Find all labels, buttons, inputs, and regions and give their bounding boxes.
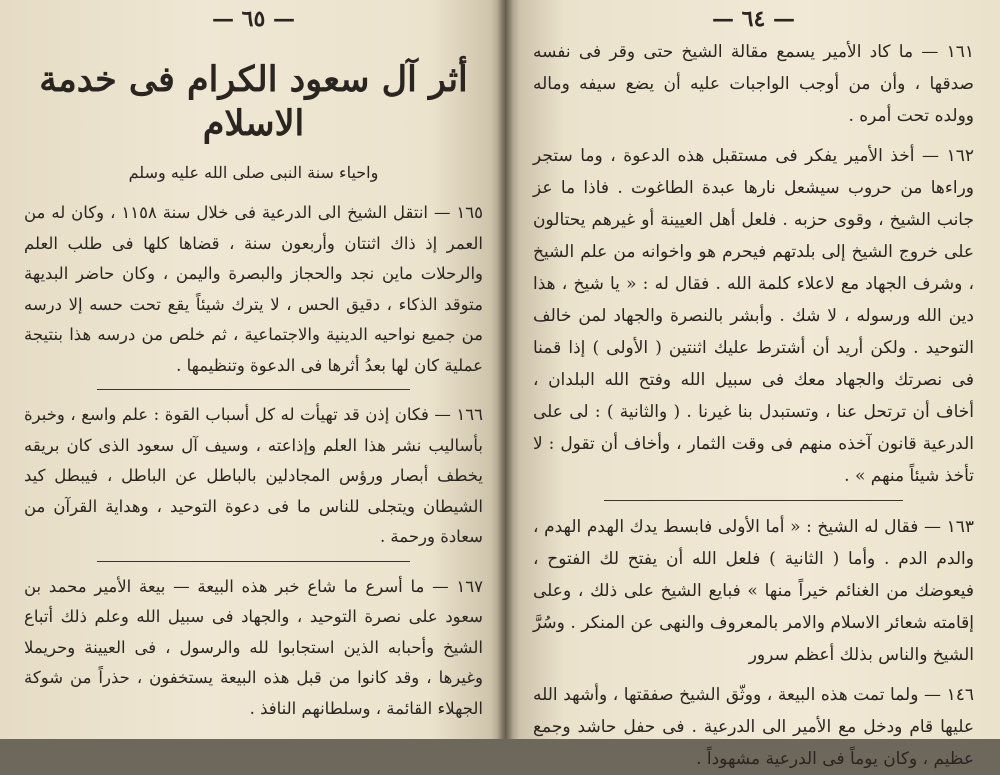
paragraph-164: ١٤٦ — ولما تمت هذه البيعة ، ووثّق الشيخ صفقتها ، وأشهد الله عليها قام ودخل مع الأمير الى الدرعية . فى حفل حاشد وجمع عظيم ، وكان يوماً فى الدرعية مشهوداً . [533,685,974,769]
page-number: — ٦٤ — [712,6,795,32]
chapter-title: أثر آل سعود الكرام فى خدمة الاسلام [39,59,468,144]
chapter-subtitle: واحياء سنة النبى صلى الله عليه وسلم [128,163,379,182]
page-number: — ٦٥ — [212,6,295,32]
paragraph-165: ١٦٥ — انتقل الشيخ الى الدرعية فى خلال سنة ١١٥٨ ، وكان له من العمر إذ ذاك اثنتان وأربعون سنة ، قضاها كلها فى طلب العلم والرحلات ماين نجد والحجاز والبصرة واليمن ، وكان حاضر البديهة متوقد الذكاء ، دقيق الحس ، لا يترك شيئاً يقع تحت حسه إلا درسه من جميع نواحيه الدينية والاجتماعية ، ثم خلص من درسه هذا بنتيجة عملية كان لها بعدُ أثرها فى الدعوة وتنظيمها . [24,203,483,375]
right-page [505,0,1000,769]
section-divider [97,389,409,390]
paragraph-163: ١٦٣ — فقال له الشيخ : « أما الأولى فابسط يدك الهدم الهدم ، والدم الدم . وأما ( الثانية ) فلعل الله أن يفتح لك الفتوح ، فيعوضك من الغنائم خيراً منها » فبايع الشيخ على ذلك ، وعلى إقامته شعائر الاسلام والامر بالمعروف والنهى عن المنكر . وسُرَّ الشيخ والناس بذلك أعظم سرور [533,517,974,665]
book-gutter [497,0,513,739]
section-divider [604,500,904,501]
section-divider [97,561,409,562]
paragraph-161: ١٦١ — ما كاد الأمير يسمع مقالة الشيخ حتى وقر فى نفسه صدقها ، وأن من أوجب الواجبات عليه أن يضع سيفه وماله وولده تحت أمره . [533,42,974,126]
paragraph-162: ١٦٢ — أخذ الأمير يفكر فى مستقبل هذه الدعوة ، وما ستجر وراءها من حروب سيشعل نارها عبدة الطاغوت . فاذا ما عز جانب الشيخ ، وقوى حزبه . فلعل أهل العيينة أو غيرهم يحتالون على خروج الشيخ إلى بلدتهم فيحرم هو واخوانه من علم الشيخ ، وشرف الجهاد مع لاعلاء كلمة الله . فقال له : « يا شيخ ، هذا دين الله ورسوله ، لا شك . وأبشر بالنصرة والجهاد لمن خالف التوحيد . ولكن أريد أن أشترط عليك اثنتين ( الأولى ) إذا قمنا فى نصرتك والجهاد معك فى سبيل الله وفتح الله البلدان ، أخاف أن ترتحل عنا ، وتستبدل بنا غيرنا . ( والثانية ) : لى على الدرعية قانون آخذه منهم فى وقت الثمار ، وأخاف أن تقول : لا تأخذ شيئاً منهم » . [533,146,974,486]
paragraph-167: ١٦٧ — ما أسرع ما شاع خبر هذه البيعة — بيعة الأمير محمد بن سعود على نصرة التوحيد ، والجهاد فى سبيل الله وعلم ذلك أتباع الشيخ وأحبابه الذين استجابوا لله والرسول ، فى العيينة وحريملا وغيرها ، وقد كانوا من قبل هذه البيعة يستخفون ، حذراً من شوكة الجهلاء القائمة ، وسلطانهم النافذ . [24,576,483,718]
left-page [0,0,505,739]
paragraph-166: ١٦٦ — فكان إذن قد تهيأت له كل أسباب القوة : علم واسع ، وخبرة بأساليب نشر هذا العلم وإذاعته ، وسيف آل سعود الذى كان بريقه يخطف أبصار ورؤس المجادلين بالباطل عن الباطل ، فيبطل كيد الشيطان ويتجلى للناس ما فى دعوة التوحيد ، وهداية القرآن من سعادة ورحمة . [24,405,483,546]
